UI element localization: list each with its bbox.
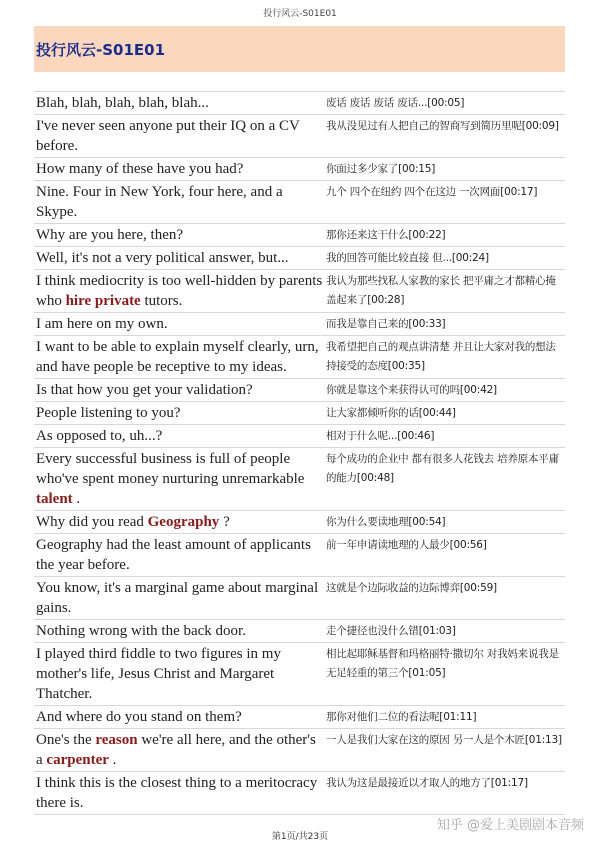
page-number: 第1页/共23页 [271, 832, 329, 842]
highlighted-word: carpenter [46, 752, 109, 768]
english-text: ? [219, 514, 230, 530]
english-line [34, 379, 326, 401]
highlighted-word: Geography [147, 514, 220, 530]
highlighted-word: hire private [65, 293, 141, 309]
table-row [34, 772, 565, 815]
table-row [34, 158, 565, 181]
english-line [34, 425, 326, 447]
english-line [34, 448, 326, 510]
english-text: Every successful business is full of people who've spent money nurturing unremarkable [36, 451, 305, 487]
table-row [34, 425, 565, 448]
table-row [34, 448, 565, 511]
english-text: I think mediocrity is too well-hidden by parents who [36, 273, 323, 309]
english-text: Is that how you get your validation? [36, 382, 253, 398]
english-text: You know, it's a marginal game about marginal gains. [36, 580, 319, 616]
chinese-line: 我希望把自己的观点讲清楚 并且让大家对我的想法持接受的态度[00:35] [326, 341, 556, 372]
english-text: Blah, blah, blah, blah, blah... [36, 95, 209, 111]
english-line [34, 511, 326, 533]
chinese-line: 而我是靠自己来的[00:33] [326, 318, 446, 330]
table-row [34, 336, 565, 379]
chinese-line: 相比起耶稣基督和玛格丽特·撒切尔 对我妈来说我是无足轻重的第三个[01:05] [326, 648, 559, 679]
english-line [34, 158, 326, 180]
english-text: And where do you stand on them? [36, 709, 242, 725]
english-text: How many of these have you had? [36, 161, 244, 177]
chinese-line: 让大家都倾听你的话[00:44] [326, 407, 456, 419]
chinese-line: 废话 废话 废话 废话...[00:05] [326, 97, 465, 109]
chinese-line: 你面过多少家了[00:15] [326, 163, 436, 175]
table-row [34, 706, 565, 729]
chinese-line: 我从没见过有人把自己的智商写到简历里呢[00:09] [326, 120, 559, 132]
table-row [34, 511, 565, 534]
chinese-line: 你为什么要读地理[00:54] [326, 516, 446, 528]
chinese-line: 那你还来这干什么[00:22] [326, 229, 446, 241]
highlighted-word: talent [36, 491, 73, 507]
chinese-line: 相对于什么呢...[00:46] [326, 430, 435, 442]
english-line [34, 224, 326, 246]
english-line [34, 643, 326, 705]
english-text: I've never seen anyone put their IQ on a CV before. [36, 118, 300, 154]
chinese-line: 我认为这是最接近以才取人的地方了[01:17] [326, 777, 528, 789]
chinese-line: 走个捷径也没什么错[01:03] [326, 625, 456, 637]
english-text: Why did you read [36, 514, 148, 530]
english-text: Well, it's not a very political answer, but... [36, 250, 289, 266]
document-title: 投行风云-S01E01 [36, 40, 166, 59]
english-text: Nine. Four in New York, four here, and a Skype. [36, 184, 283, 220]
table-row [34, 270, 565, 313]
english-line [34, 620, 326, 642]
subtitle-table [34, 91, 565, 815]
table-row [34, 577, 565, 620]
english-text: I think this is the closest thing to a meritocracy there is. [36, 775, 318, 811]
table-row [34, 379, 565, 402]
english-text: I am here on my own. [36, 316, 168, 332]
english-line [34, 336, 326, 378]
english-text: One's the [36, 732, 96, 748]
english-line [34, 270, 326, 312]
table-row [34, 115, 565, 158]
title-band [34, 26, 565, 72]
chinese-line: 我的回答可能比较直接 但...[00:24] [326, 252, 489, 264]
chinese-line: 前一年申请读地理的人最少[00:56] [326, 539, 487, 551]
english-text: Why are you here, then? [36, 227, 184, 243]
table-row [34, 224, 565, 247]
table-row [34, 729, 565, 772]
table-row [34, 313, 565, 336]
english-text: Geography had the least amount of applicants the year before. [36, 537, 311, 573]
chinese-line: 我认为那些找私人家教的家长 把平庸之才都精心掩盖起来了[00:28] [326, 275, 556, 306]
english-line [34, 402, 326, 424]
chinese-line: 一人是我们大家在这的原因 另一人是个木匠[01:13] [326, 734, 562, 746]
chinese-line: 九个 四个在纽约 四个在这边 一次网面[00:17] [326, 186, 538, 198]
english-text: People listening to you? [36, 405, 181, 421]
english-text: I played third fiddle to two figures in my mother's life, Jesus Christ and Margaret Thatcher. [36, 646, 281, 702]
english-text: Nothing wrong with the back door. [36, 623, 246, 639]
english-text: tutors. [140, 293, 183, 309]
running-header: 投行风云-S01E01 [263, 9, 337, 19]
english-text: I want to be able to explain myself clearly, urn, and have people be receptive to my ideas. [36, 339, 319, 375]
english-line [34, 92, 326, 114]
english-line [34, 729, 326, 771]
english-line [34, 247, 326, 269]
english-line [34, 534, 326, 576]
table-row [34, 247, 565, 270]
english-line [34, 115, 326, 157]
english-text: we're all here, and the other's a [36, 732, 316, 768]
highlighted-word: reason [95, 732, 138, 748]
table-row [34, 620, 565, 643]
table-row [34, 643, 565, 706]
table-row [34, 534, 565, 577]
table-row [34, 181, 565, 224]
english-line [34, 772, 326, 814]
chinese-line: 每个成功的企业中 都有很多人花钱去 培养原本平庸的能力[00:48] [326, 453, 559, 484]
english-line [34, 181, 326, 223]
english-line [34, 706, 326, 728]
chinese-line: 这就是个边际收益的边际博弈[00:59] [326, 582, 497, 594]
english-line [34, 577, 326, 619]
english-text: . [108, 752, 117, 768]
chinese-line: 那你对他们二位的看法呢[01:11] [326, 711, 477, 723]
watermark: 知乎 @爱上美剧剧本音频 [436, 818, 584, 833]
english-text: . [72, 491, 81, 507]
table-row [34, 92, 565, 115]
table-row [34, 402, 565, 425]
chinese-line: 你就是靠这个来获得认可的吗[00:42] [326, 384, 497, 396]
english-line [34, 313, 326, 335]
english-text: As opposed to, uh...? [36, 428, 163, 444]
